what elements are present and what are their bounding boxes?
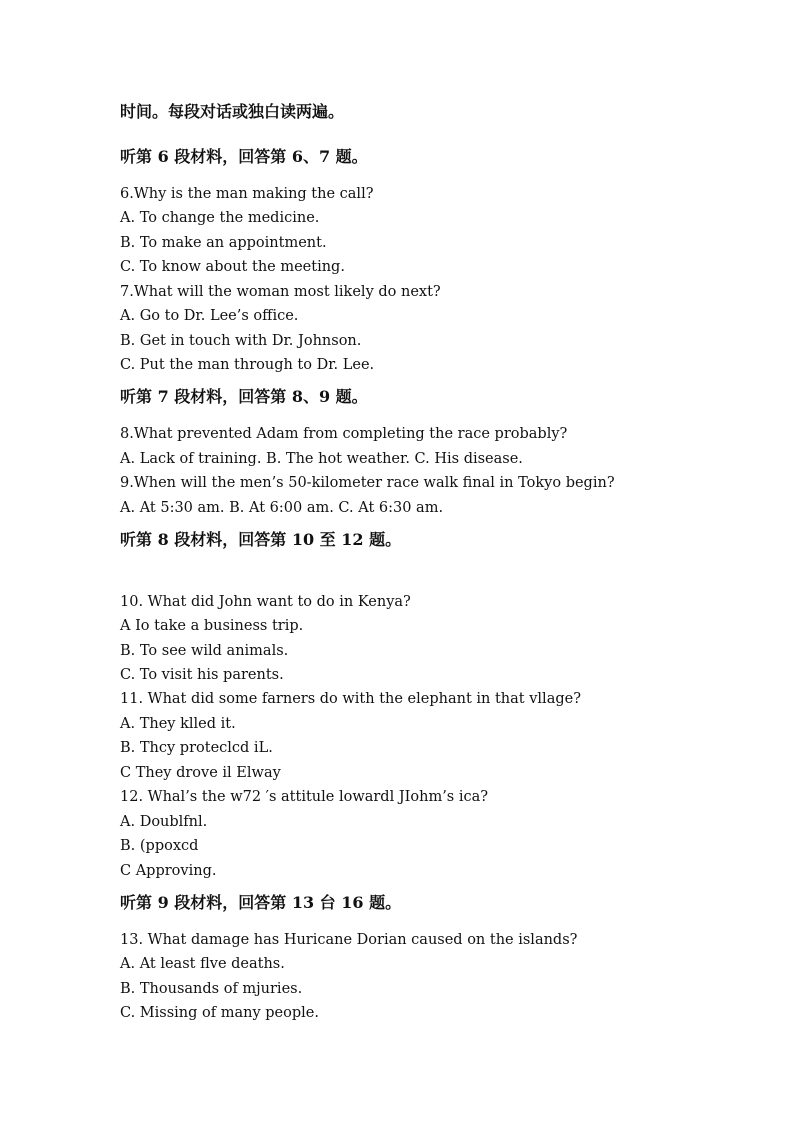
question-10: 10. What did John want to do in Kenya? [120, 594, 411, 610]
option-13b: B. Thousands of mjuries. [120, 981, 303, 997]
option-13c: C. Missing of many people. [120, 1005, 319, 1021]
options-9: A. At 5:30 am. B. At 6:00 am. C. At 6:30 am. [120, 500, 444, 516]
question-6: 6.Why is the man making the call? [120, 186, 374, 202]
option-6c: C. To know about the meeting. [120, 259, 345, 275]
section-heading-9: 听第 9 段材料，回答第 13 台 16 题。 [120, 893, 402, 912]
option-13a: A. At least flve deaths. [120, 956, 285, 972]
section-heading-6: 听第 6 段材料，回答第 6、7 题。 [120, 147, 368, 166]
option-11c: C They drove il Elway [120, 765, 281, 781]
option-10c: C. To visit his parents. [120, 667, 284, 683]
options-8: A. Lack of training. B. The hot weather. C. His disease. [120, 451, 523, 467]
question-13: 13. What damage has Huricane Dorian caused on the islands? [120, 932, 578, 948]
question-9: 9.When will the men’s 50-kilometer race walk final in Tokyo begin? [120, 475, 615, 491]
question-12: 12. Whal’s the w72 ′s attitule lowardl JIohm’s ica? [120, 789, 489, 805]
question-8: 8.What prevented Adam from completing the race probably? [120, 426, 568, 442]
option-7b: B. Get in touch with Dr. Johnson. [120, 333, 362, 349]
option-6b: B. To make an appointment. [120, 235, 327, 251]
section-heading-8: 听第 8 段材料，回答第 10 至 12 题。 [120, 530, 402, 549]
intro-text: 时间。每段对话或独白读两遍。 [120, 102, 345, 121]
option-10b: B. To see wild animals. [120, 643, 289, 659]
question-7: 7.What will the woman most likely do next? [120, 284, 441, 300]
question-11: 11. What did some farners do with the elephant in that vllage? [120, 691, 581, 707]
option-7a: A. Go to Dr. Lee’s office. [120, 308, 299, 324]
option-10a: A Io take a business trip. [120, 618, 304, 634]
option-12c: C Approving. [120, 863, 217, 879]
option-7c: C. Put the man through to Dr. Lee. [120, 357, 375, 373]
option-12a: A. Doublfnl. [120, 814, 208, 830]
option-11a: A. They klled it. [120, 716, 236, 732]
option-11b: B. Thcy proteclcd iL. [120, 740, 273, 756]
option-12b: B. (ppoxcd [120, 838, 199, 854]
option-6a: A. To change the medicine. [120, 210, 320, 226]
section-heading-7: 听第 7 段材料，回答第 8、9 题。 [120, 387, 368, 406]
